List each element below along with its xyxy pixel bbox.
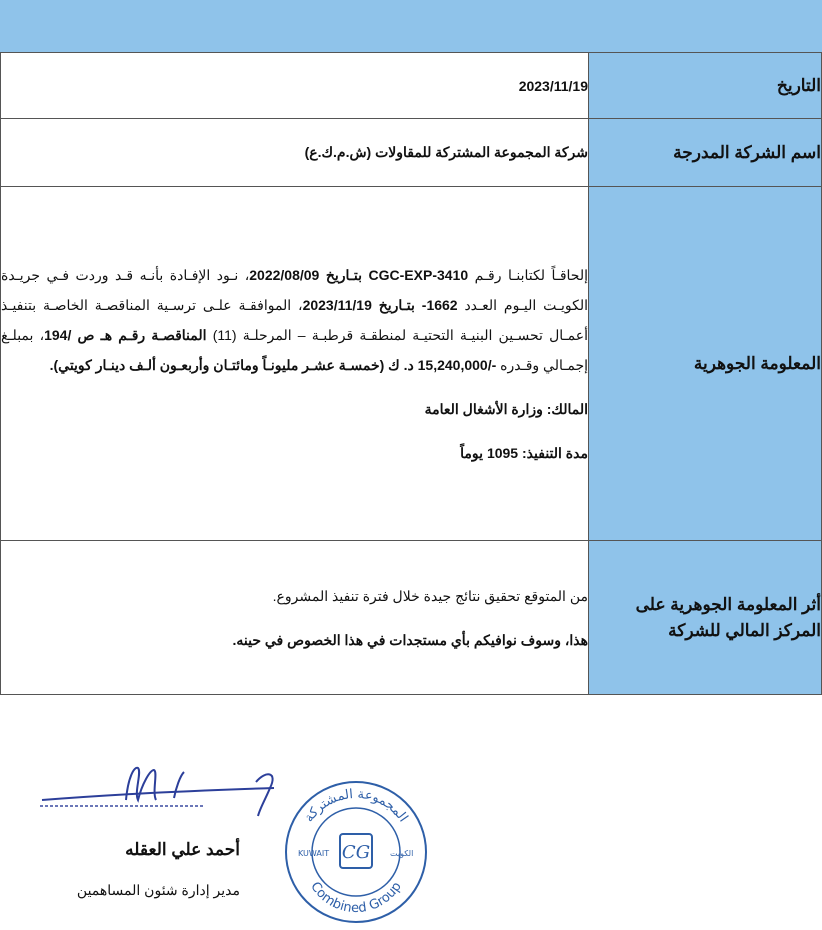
date-value: 2023/11/19 bbox=[1, 53, 589, 119]
disclosure-table bbox=[0, 52, 822, 695]
table-row bbox=[1, 53, 822, 119]
stamp-text-left: KUWAIT bbox=[298, 849, 330, 858]
gazette-ref: 1662- بتـاريخ 2023/11/19 bbox=[302, 296, 458, 313]
stamp-text-top: المجموعة المشتركة bbox=[301, 786, 411, 826]
company-value: شركة المجموعة المشتركة للمقاولات (ش.م.ك.ع) bbox=[1, 119, 589, 187]
owner-line: المالك: وزارة الأشغال العامة bbox=[424, 400, 588, 417]
material-info-label: المعلومة الجوهرية bbox=[589, 187, 822, 541]
table-row bbox=[1, 119, 822, 187]
text-segment: ، الموافقـة علـى ترسـية المناقصـة الخاصـة بتنفيـذ أعمـال تحسـين البنيـة التحتيـة لمنطقـة قرطبـة – المرحلـة (11) bbox=[1, 296, 588, 343]
stamp-text-bottom: Combined Group bbox=[307, 879, 405, 917]
impact-label: أثر المعلومة الجوهرية على المركز المالي للشركة bbox=[589, 541, 822, 695]
letter-ref: CGC-EXP-3410 بتـاريخ 2022/08/09 bbox=[249, 266, 469, 283]
signatory-name: أحمد علي العقله bbox=[125, 840, 240, 859]
impact-line-2: هذا، وسوف نوافيكم بأي مستجدات في هذا الخصوص في حينه. bbox=[232, 631, 588, 648]
material-info-paragraph bbox=[1, 260, 588, 380]
stamp-monogram: CG bbox=[341, 842, 371, 863]
signature-block bbox=[0, 740, 822, 930]
text-segment: ، نـود الإفـادة بأنـه قـد وردت فـي جريـدة الكويـت اليـوم العـدد bbox=[1, 266, 588, 313]
impact-value bbox=[1, 541, 589, 695]
material-info-value bbox=[1, 187, 589, 541]
table-row bbox=[1, 187, 822, 541]
contract-amount: -/15,240,000 د. ك (خمسـة عشـر مليونـاً ومائتـان وأربعـون ألـف دينـار كويتي). bbox=[49, 356, 497, 373]
impact-line-1: من المتوقع تحقيق نتائج جيدة خلال فترة تنفيذ المشروع. bbox=[272, 587, 588, 604]
handwritten-signature bbox=[34, 748, 294, 828]
company-stamp bbox=[282, 778, 430, 926]
date-label: التاريخ bbox=[589, 53, 822, 119]
signatory-title: مدير إدارة شئون المساهمين bbox=[76, 882, 240, 898]
stamp-text-right: الكويت bbox=[390, 849, 414, 858]
header-band bbox=[0, 0, 822, 53]
text-segment: إلحاقـاً لكتابنـا رقـم bbox=[468, 266, 588, 283]
table-row bbox=[1, 541, 822, 695]
company-label: اسم الشركة المدرجة bbox=[589, 119, 822, 187]
tender-number: المناقصـة رقـم هـ ص /194 bbox=[44, 326, 207, 343]
duration-line: مدة التنفيذ: 1095 يوماً bbox=[460, 444, 588, 461]
text-segment: ، بمبلـغ إجمـالي وقـدره bbox=[1, 326, 588, 373]
